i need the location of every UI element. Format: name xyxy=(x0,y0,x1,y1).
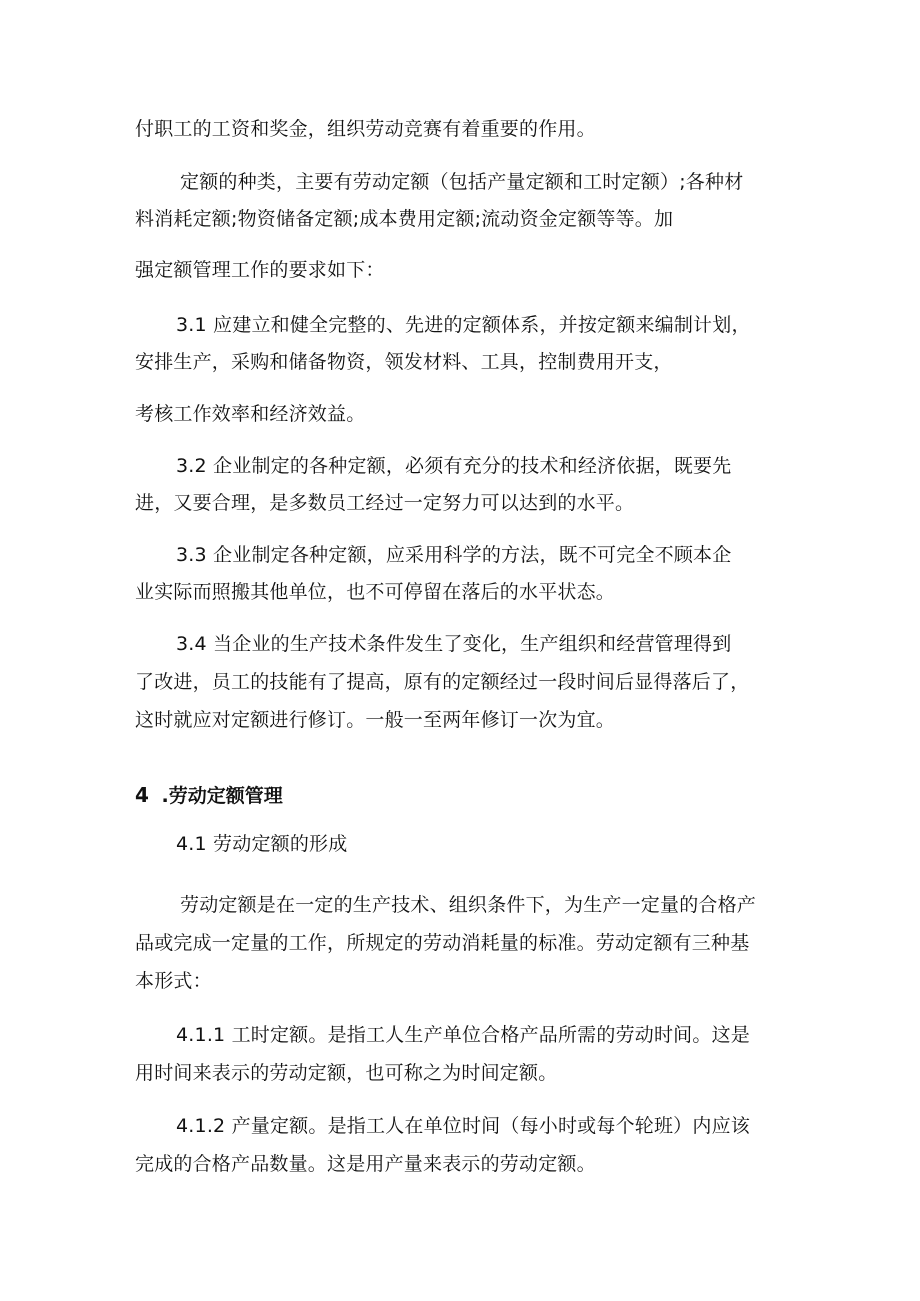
paragraph-line: 强定额管理工作的要求如下： xyxy=(135,259,385,281)
paragraph-line: 料消耗定额;物资储备定额;成本费用定额;流动资金定额等等。加 xyxy=(135,208,674,230)
list-item-3-4-line: 这时就应对定额进行修订。一般一至两年修订一次为宜。 xyxy=(135,709,616,731)
list-item-3-4-line: 了改进，员工的技能有了提高，原有的定额经过一段时间后显得落后了， xyxy=(135,671,750,693)
section-number: 4 xyxy=(135,783,149,807)
list-item-3-3-line: 3.3 企业制定各种定额，应采用科学的方法，既不可完全不顾本企 xyxy=(176,544,732,566)
paragraph-line: 品或完成一定量的工作，所规定的劳动消耗量的标准。劳动定额有三种基 xyxy=(135,932,750,954)
list-item-3-1-line: 安排生产，采购和储备物资，领发材料、工具，控制费用开支， xyxy=(135,351,673,373)
list-item-3-3-line: 业实际而照搬其他单位，也不可停留在落后的水平状态。 xyxy=(135,581,616,603)
section-heading xyxy=(135,783,283,808)
paragraph-line: 劳动定额是在一定的生产技术、组织条件下，为生产一定量的合格产 xyxy=(180,894,757,916)
list-item-3-2-line: 3.2 企业制定的各种定额，必须有充分的技术和经济依据，既要先 xyxy=(176,455,732,477)
paragraph-line: 本形式： xyxy=(135,970,212,992)
section-title: .劳动定额管理 xyxy=(161,785,283,807)
list-item-4-1-1-line: 用时间来表示的劳动定额，也可称之为时间定额。 xyxy=(135,1062,558,1084)
list-item-4-1-2-line: 完成的合格产品数量。这是用产量来表示的劳动定额。 xyxy=(135,1153,596,1175)
paragraph-line: 付职工的工资和奖金，组织劳动竞赛有着重要的作用。 xyxy=(135,118,596,140)
list-item-3-1-line: 考核工作效率和经济效益。 xyxy=(135,403,366,425)
list-item-3-1-line: 3.1 应建立和健全完整的、先进的定额体系，并按定额来编制计划， xyxy=(176,314,751,336)
paragraph-line: 定额的种类，主要有劳动定额（包括产量定额和工时定额）;各种材 xyxy=(180,171,744,193)
list-item-3-2-line: 进，又要合理，是多数员工经过一定努力可以达到的水平。 xyxy=(135,492,635,514)
subsection-heading: 4.1 劳动定额的形成 xyxy=(176,833,348,855)
list-item-4-1-2-line: 4.1.2 产量定额。是指工人在单位时间（每小时或每个轮班）内应该 xyxy=(176,1115,750,1137)
list-item-4-1-1-line: 4.1.1 工时定额。是指工人生产单位合格产品所需的劳动时间。这是 xyxy=(176,1024,750,1046)
list-item-3-4-line: 3.4 当企业的生产技术条件发生了变化，生产组织和经营管理得到 xyxy=(176,633,732,655)
